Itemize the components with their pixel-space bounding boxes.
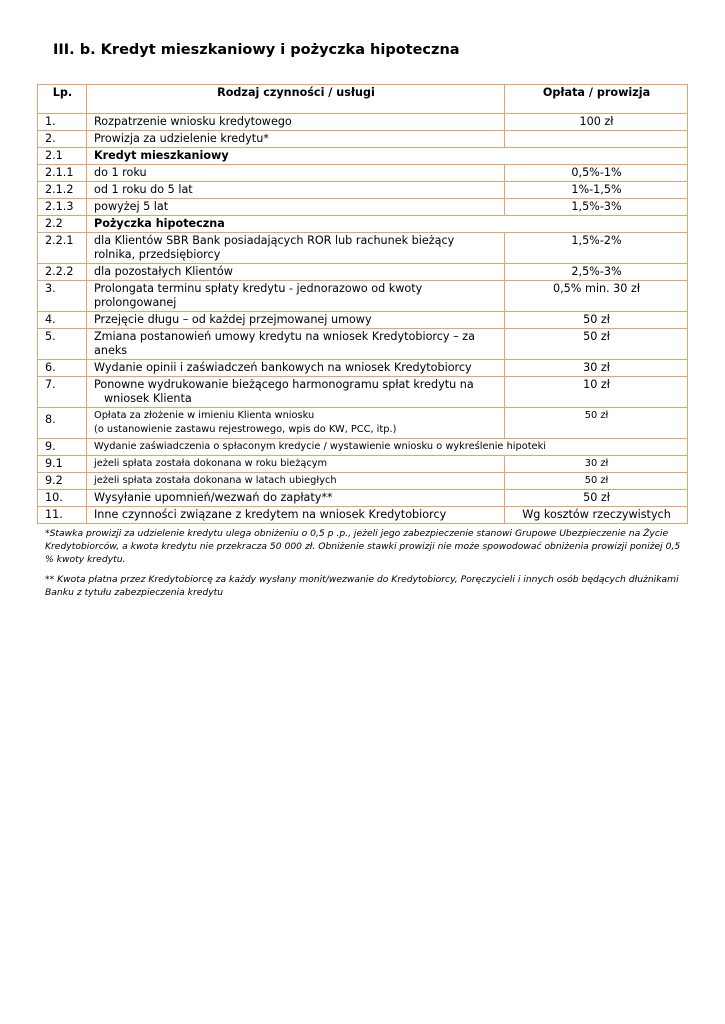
row-lp: 2.	[38, 131, 87, 148]
row-lp: 8.	[38, 408, 87, 439]
row-description: Wydanie opinii i zaświadczeń bankowych na wniosek Kredytobiorcy	[87, 360, 505, 377]
row-description-line1: Ponowne wydrukowanie bieżącego harmonogramu spłat kredytu na	[94, 378, 474, 391]
row-description: Wysyłanie upomnień/wezwań do zapłaty**	[87, 490, 505, 507]
table-row	[38, 490, 688, 507]
row-lp: 9.1	[38, 456, 87, 473]
row-lp: 7.	[38, 377, 87, 408]
row-description: do 1 roku	[87, 165, 505, 182]
row-fee: 30 zł	[505, 456, 688, 473]
footnote-1-text: *Stawka prowizji za udzielenie kredytu ulega obniżeniu o 0,5 p .p., jeżeli jego zabezpieczenie stanowi Grupowe Ubezpieczenie na Życie Kredytobiorców, a kwota kredytu nie przekracza 50 000 zł. Obniżenie stawki prowizji nie może spowodować obniżenia prowizji poniżej 0,5 % kwoty kredytu.	[45, 528, 681, 565]
row-lp: 2.1.3	[38, 199, 87, 216]
table-row	[38, 360, 688, 377]
row-lp: 2.1	[38, 148, 87, 165]
footnote-2	[45, 573, 685, 599]
row-description: Zmiana postanowień umowy kredytu na wniosek Kredytobiorcy – za aneks	[87, 329, 505, 360]
footnote-2-text: ** Kwota płatna przez Kredytobiorcę za każdy wysłany monit/wezwanie do Kredytobiorcy, Poręczycieli i innych osób będących dłużnikami Banku z tytułu zabezpieczenia kredytu	[45, 574, 679, 598]
page-title: III. b. Kredyt mieszkaniowy i pożyczka hipoteczna	[53, 42, 460, 58]
row-lp: 2.1.2	[38, 182, 87, 199]
row-fee: 50 zł	[505, 329, 688, 360]
table-row	[38, 408, 688, 439]
row-description: Inne czynności związane z kredytem na wniosek Kredytobiorcy	[87, 507, 505, 524]
row-fee	[505, 131, 688, 148]
row-lp: 3.	[38, 281, 87, 312]
row-description	[87, 377, 505, 408]
row-fee: 1,5%-3%	[505, 199, 688, 216]
row-description-line2: (o ustanowienie zastawu rejestrowego, wpis do KW, PCC, itp.)	[94, 424, 397, 435]
table-row	[38, 182, 688, 199]
row-fee: 1%-1,5%	[505, 182, 688, 199]
row-description	[87, 408, 505, 439]
table-row	[38, 131, 688, 148]
section-row	[38, 216, 688, 233]
fee-table	[37, 84, 688, 524]
header-fee: Opłata / prowizja	[505, 85, 688, 114]
row-lp: 2.2	[38, 216, 87, 233]
table-row	[38, 377, 688, 408]
row-description: dla Klientów SBR Bank posiadających ROR lub rachunek bieżący rolnika, przedsiębiorcy	[87, 233, 505, 264]
row-lp: 2.2.2	[38, 264, 87, 281]
row-description: powyżej 5 lat	[87, 199, 505, 216]
table-row	[38, 312, 688, 329]
section-title: Kredyt mieszkaniowy	[87, 148, 688, 165]
section-title: Pożyczka hipoteczna	[87, 216, 688, 233]
row-description: dla pozostałych Klientów	[87, 264, 505, 281]
row-lp: 9.2	[38, 473, 87, 490]
row-description: Rozpatrzenie wniosku kredytowego	[87, 114, 505, 131]
row-description-line2: wniosek Klienta	[104, 392, 192, 405]
table-row	[38, 456, 688, 473]
footnote-1	[45, 527, 685, 566]
row-description: Prowizja za udzielenie kredytu*	[87, 131, 505, 148]
row-description: Wydanie zaświadczenia o spłaconym kredycie / wystawienie wniosku o wykreślenie hipoteki	[87, 439, 688, 456]
row-fee: 1,5%-2%	[505, 233, 688, 264]
table-row	[38, 264, 688, 281]
row-fee: 50 zł	[505, 312, 688, 329]
row-lp: 4.	[38, 312, 87, 329]
table-row	[38, 507, 688, 524]
row-description: jeżeli spłata została dokonana w latach ubiegłych	[87, 473, 505, 490]
row-fee: 10 zł	[505, 377, 688, 408]
header-lp: Lp.	[38, 85, 87, 114]
row-fee: 30 zł	[505, 360, 688, 377]
row-description: od 1 roku do 5 lat	[87, 182, 505, 199]
table-header-row	[38, 85, 688, 114]
table-row	[38, 281, 688, 312]
table-row	[38, 439, 688, 456]
row-fee: Wg kosztów rzeczywistych	[505, 507, 688, 524]
row-fee: 50 zł	[505, 473, 688, 490]
table-row	[38, 199, 688, 216]
table-row	[38, 473, 688, 490]
row-description-line1: Opłata za złożenie w imieniu Klienta wniosku	[94, 410, 315, 421]
row-fee: 100 zł	[505, 114, 688, 131]
row-lp: 9.	[38, 439, 87, 456]
row-fee: 0,5% min. 30 zł	[505, 281, 688, 312]
row-description: Przejęcie długu – od każdej przejmowanej umowy	[87, 312, 505, 329]
table-row	[38, 114, 688, 131]
row-description: jeżeli spłata została dokonana w roku bieżącym	[87, 456, 505, 473]
row-lp: 6.	[38, 360, 87, 377]
table-row	[38, 165, 688, 182]
header-description: Rodzaj czynności / usługi	[87, 85, 505, 114]
table-row	[38, 233, 688, 264]
row-description: Prolongata terminu spłaty kredytu - jednorazowo od kwoty prolongowanej	[87, 281, 505, 312]
row-fee: 50 zł	[505, 490, 688, 507]
row-fee: 50 zł	[505, 408, 688, 439]
section-row	[38, 148, 688, 165]
row-lp: 11.	[38, 507, 87, 524]
row-lp: 5.	[38, 329, 87, 360]
table-row	[38, 329, 688, 360]
row-lp: 1.	[38, 114, 87, 131]
row-lp: 10.	[38, 490, 87, 507]
row-fee: 2,5%-3%	[505, 264, 688, 281]
row-lp: 2.2.1	[38, 233, 87, 264]
row-fee: 0,5%-1%	[505, 165, 688, 182]
row-lp: 2.1.1	[38, 165, 87, 182]
